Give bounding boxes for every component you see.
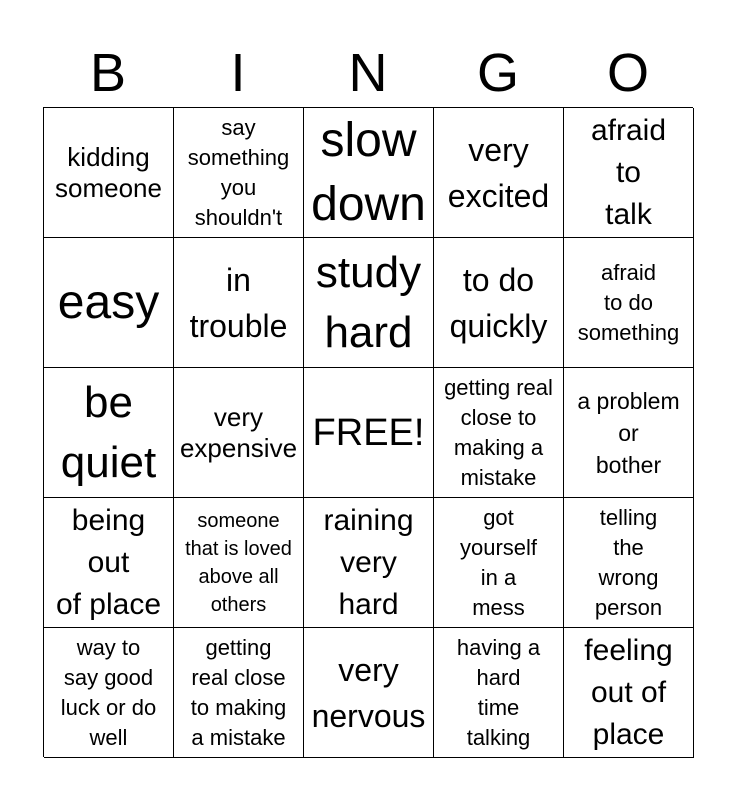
bingo-cell-r5-c2[interactable]: [174, 628, 304, 758]
cell-text: easy: [57, 275, 160, 329]
cell-text: raining very hard: [323, 503, 414, 621]
bingo-cell-r4-c5[interactable]: [564, 498, 694, 628]
cell-text: very expensive: [179, 401, 298, 463]
bingo-cell-r2-c2[interactable]: [174, 238, 304, 368]
bingo-cell-r2-c4[interactable]: [434, 238, 564, 368]
bingo-cell-r3-c1[interactable]: [44, 368, 174, 498]
bingo-cell-r1-c1[interactable]: [44, 108, 174, 238]
cell-text: getting real close to making a mistake: [444, 374, 553, 490]
cell-text: someone that is loved above all others: [185, 509, 292, 616]
header-letter-i: I: [230, 43, 246, 103]
bingo-cell-r4-c2[interactable]: [174, 498, 304, 628]
cell-text: kidding someone: [55, 141, 162, 203]
cell-text: way to say good luck or do well: [60, 634, 157, 750]
bingo-cell-r3-c2[interactable]: [174, 368, 304, 498]
cell-text: very excited: [447, 131, 550, 214]
bingo-cell-r5-c5[interactable]: [564, 628, 694, 758]
cell-text: FREE!: [312, 411, 425, 454]
cell-text: study hard: [315, 247, 422, 357]
bingo-cell-r5-c4[interactable]: [434, 628, 564, 758]
cell-text: afraid to talk: [590, 113, 667, 231]
cell-text: getting real close to making a mistake: [190, 634, 287, 750]
cell-text: telling the wrong person: [594, 504, 663, 620]
cell-text: got yourself in a mess: [459, 504, 538, 620]
cell-text: having a hard time talking: [456, 634, 541, 750]
cell-text: be quiet: [60, 377, 157, 487]
cell-text: to do quickly: [449, 261, 548, 344]
cell-text: very nervous: [311, 651, 426, 734]
bingo-cell-r1-c3[interactable]: [304, 108, 434, 238]
bingo-cell-r3-c4[interactable]: [434, 368, 564, 498]
bingo-cell-r1-c5[interactable]: [564, 108, 694, 238]
bingo-cell-r5-c1[interactable]: [44, 628, 174, 758]
bingo-cell-r3-c5[interactable]: [564, 368, 694, 498]
bingo-grid: [43, 107, 693, 757]
bingo-cell-r2-c1[interactable]: [44, 238, 174, 368]
cell-text: a problem or bother: [577, 387, 680, 478]
header-letter-o: O: [606, 43, 649, 103]
cell-text: slow down: [311, 113, 426, 231]
cell-text: feeling out of place: [584, 633, 673, 751]
cell-text: say something you shouldn't: [187, 114, 290, 230]
bingo-cell-r4-c4[interactable]: [434, 498, 564, 628]
bingo-cell-r3-c3[interactable]: [304, 368, 434, 498]
bingo-header: [43, 40, 693, 106]
cell-text: being out of place: [55, 503, 162, 621]
bingo-cell-r2-c3[interactable]: [304, 238, 434, 368]
bingo-cell-r2-c5[interactable]: [564, 238, 694, 368]
header-letter-b: B: [89, 43, 127, 103]
header-letter-n: N: [348, 43, 388, 103]
bingo-cell-r4-c1[interactable]: [44, 498, 174, 628]
bingo-cell-r1-c2[interactable]: [174, 108, 304, 238]
header-letter-g: G: [476, 43, 519, 103]
cell-text: in trouble: [189, 261, 288, 344]
cell-text: afraid to do something: [577, 259, 680, 345]
bingo-cell-r5-c3[interactable]: [304, 628, 434, 758]
bingo-cell-r4-c3[interactable]: [304, 498, 434, 628]
bingo-cell-r1-c4[interactable]: [434, 108, 564, 238]
